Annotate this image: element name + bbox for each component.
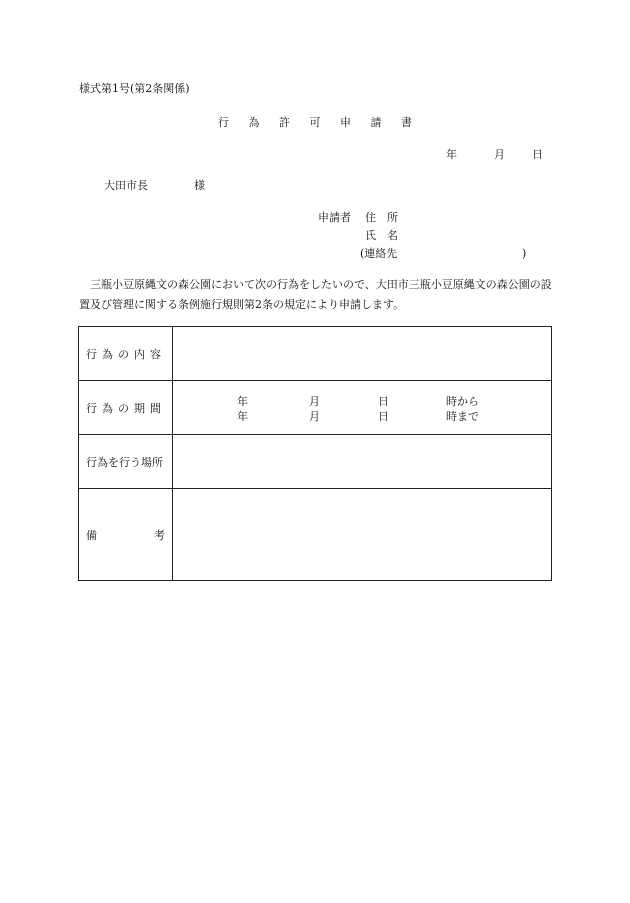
remarks-label-left: 備 [86, 528, 97, 542]
application-statement: 三瓶小豆原縄文の森公園において次の行為をしたいので、大田市三瓶小豆原縄文の森公園の設置及び管理に関する条例施行規則第2条の規定により申請します。 [79, 278, 552, 311]
period-start-month: 月 [309, 395, 320, 408]
title-char: 書 [401, 116, 412, 129]
title-char: 申 [340, 116, 351, 129]
row-label-activity-content: 行為の内容 [86, 347, 166, 361]
date-day: 日 [532, 148, 543, 161]
title-char: 可 [309, 116, 321, 129]
row-label-activity-period: 行為の期間 [86, 401, 166, 415]
row-label-activity-location: 行為を行う場所 [86, 455, 163, 469]
row-label-cell [79, 381, 173, 434]
remarks-label-right: 考 [154, 528, 165, 542]
title-char: 行 [218, 116, 229, 129]
period-end-line [173, 408, 551, 422]
application-table [78, 326, 552, 581]
period-end-day: 日 [378, 410, 389, 423]
period-start-line [173, 393, 551, 407]
contact-label: (連絡先 [360, 247, 398, 260]
title-char: 許 [279, 116, 290, 129]
row-label-cell [79, 435, 173, 488]
period-start-day: 日 [378, 395, 389, 408]
row-label-remarks [86, 527, 165, 543]
period-start-time: 時から [446, 395, 479, 408]
remarks-field[interactable] [173, 489, 551, 580]
date-month: 月 [494, 148, 505, 161]
address-label: 住 所 [365, 211, 398, 224]
name-label: 氏 名 [365, 229, 398, 242]
period-end-year: 年 [237, 410, 248, 423]
title-char: 為 [248, 116, 260, 129]
document-title [0, 114, 630, 130]
date-year: 年 [446, 148, 457, 161]
addressee [104, 177, 205, 193]
row-label-cell [79, 327, 173, 380]
activity-location-field[interactable] [173, 435, 551, 488]
table-row [79, 327, 551, 381]
activity-content-field[interactable] [173, 327, 551, 380]
period-start-year: 年 [237, 395, 248, 408]
contact-close-paren: ) [522, 247, 527, 260]
table-row [79, 435, 551, 489]
period-end-time: 時まで [446, 410, 479, 423]
applicant-label: 申請者 [318, 211, 351, 224]
title-char: 請 [370, 116, 382, 129]
period-end-month: 月 [309, 410, 320, 423]
addressee-name: 大田市長 [104, 179, 148, 192]
table-row [79, 381, 551, 435]
row-label-cell [79, 489, 173, 580]
activity-period-field[interactable] [173, 381, 551, 434]
form-number: 様式第1号(第2条関係) [79, 82, 190, 95]
addressee-honorific: 様 [194, 179, 205, 192]
date-line [446, 146, 543, 162]
table-row [79, 489, 551, 580]
